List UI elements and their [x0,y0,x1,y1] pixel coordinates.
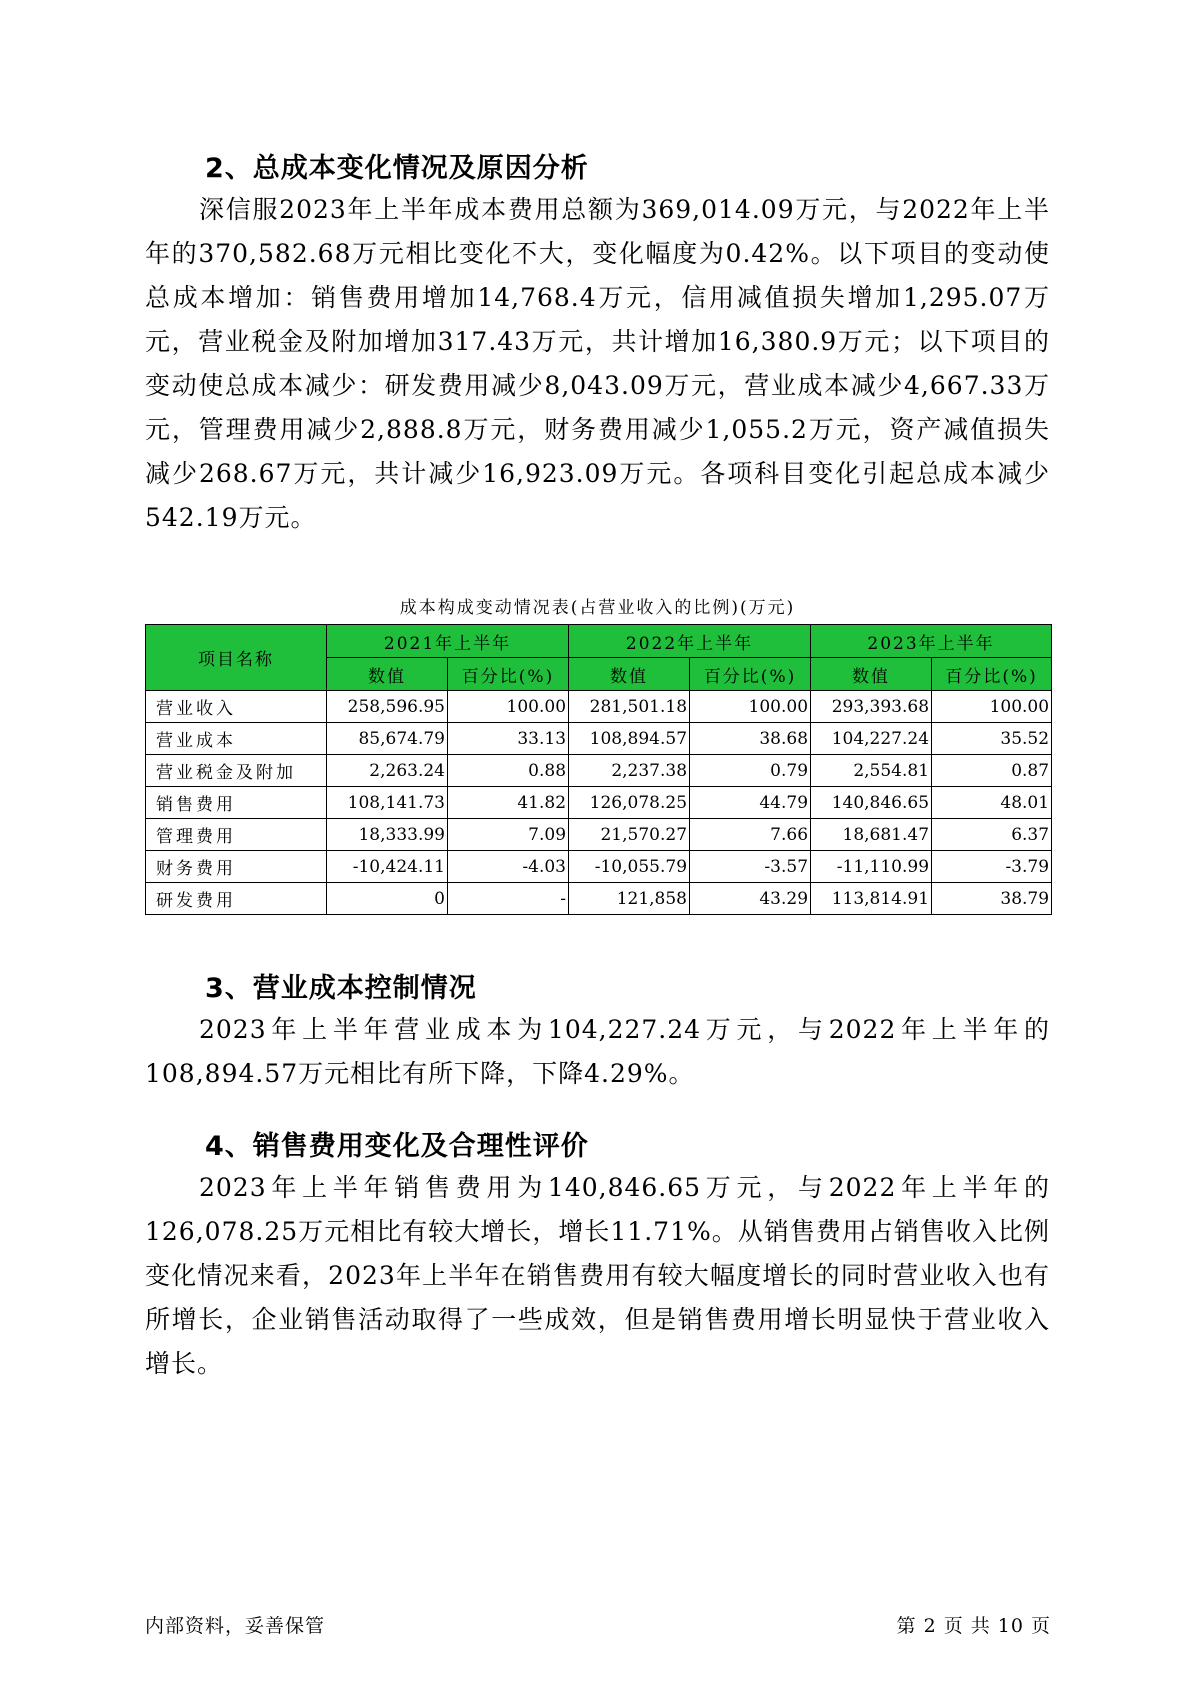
footer-confidential-note: 内部资料，妥善保管 [145,1615,326,1637]
cell-percent: -3.79 [932,851,1052,883]
cell-value: 21,570.27 [569,819,690,851]
cell-percent: 100.00 [448,691,569,723]
cell-value: 2,554.81 [811,755,932,787]
cell-value: 2,237.38 [569,755,690,787]
value-header: 数值 [811,658,932,691]
table-row [146,691,1052,723]
cell-percent: 100.00 [932,691,1052,723]
row-label: 营业成本 [146,723,327,755]
cell-value: 2,263.24 [327,755,448,787]
cell-value: 281,501.18 [569,691,690,723]
cell-percent: 44.79 [690,787,811,819]
cell-value: -10,055.79 [569,851,690,883]
cost-structure-table [145,624,1052,915]
cell-percent: 38.68 [690,723,811,755]
section-4-paragraph: 2023年上半年销售费用为140,846.65万元，与2022年上半年的126,078.25万元相比有较大增长，增长11.71%。从销售费用占销售收入比例变化情况来看，2023年上半年在销售费用有较大幅度增长的同时营业收入也有所增长，企业销售活动取得了一些成效，但是销售费用增长明显快于营业收入增长。 [145,1173,1050,1378]
cell-value: 126,078.25 [569,787,690,819]
row-label: 管理费用 [146,819,327,851]
cell-value: 104,227.24 [811,723,932,755]
cell-percent: 7.09 [448,819,569,851]
cell-percent: 6.37 [932,819,1052,851]
cell-percent: 41.82 [448,787,569,819]
section-3-paragraph: 2023年上半年营业成本为104,227.24万元，与2022年上半年的108,894.57万元相比有所下降，下降4.29%。 [145,1015,1050,1088]
value-header: 数值 [569,658,690,691]
cell-value: 108,894.57 [569,723,690,755]
table-caption: 成本构成变动情况表(占营业收入的比例)(万元) [399,598,796,618]
cell-value: 108,141.73 [327,787,448,819]
section-3-heading: 3、营业成本控制情况 [205,973,477,1004]
table-row [146,787,1052,819]
percent-header: 百分比(%) [448,658,569,691]
cell-percent: 100.00 [690,691,811,723]
table-row [146,755,1052,787]
cell-percent: -4.03 [448,851,569,883]
cell-percent: 7.66 [690,819,811,851]
cell-value: 293,393.68 [811,691,932,723]
percent-header: 百分比(%) [690,658,811,691]
period-2022-header: 2022年上半年 [569,625,811,658]
row-label: 财务费用 [146,851,327,883]
cell-percent: 43.29 [690,883,811,915]
cell-value: 113,814.91 [811,883,932,915]
cell-value: 18,681.47 [811,819,932,851]
row-label: 营业收入 [146,691,327,723]
cell-percent: 0.79 [690,755,811,787]
cell-percent: 0.88 [448,755,569,787]
row-label: 销售费用 [146,787,327,819]
cell-value: 121,858 [569,883,690,915]
row-label: 营业税金及附加 [146,755,327,787]
cell-value: 18,333.99 [327,819,448,851]
cell-value: -11,110.99 [811,851,932,883]
period-2023-header: 2023年上半年 [811,625,1052,658]
cell-percent: - [448,883,569,915]
cell-value: 140,846.65 [811,787,932,819]
cell-percent: 38.79 [932,883,1052,915]
value-header: 数值 [327,658,448,691]
period-2021-header: 2021年上半年 [327,625,569,658]
table-row [146,819,1052,851]
table-row [146,851,1052,883]
table-row [146,883,1052,915]
cell-value: 258,596.95 [327,691,448,723]
cell-percent: 33.13 [448,723,569,755]
section-2-heading: 2、总成本变化情况及原因分析 [205,153,589,184]
cell-value: 85,674.79 [327,723,448,755]
section-2-paragraph: 深信服2023年上半年成本费用总额为369,014.09万元，与2022年上半年的370,582.68万元相比变化不大，变化幅度为0.42%。以下项目的变动使总成本增加：销售费用增加14,768.4万元，信用减值损失增加1,295.07万元，营业税金及附加增加317.43万元，共计增加16,380.9万元；以下项目的变动使总成本减少：研发费用减少8,043.09万元，营业成本减少4,667.33万元，管理费用减少2,888.8万元，财务费用减少1,055.2万元，资产减值损失减少268.67万元，共计减少16,923.09万元。各项科目变化引起总成本减少542.19万元。 [145,195,1050,532]
table-header-row-periods [146,625,1052,658]
cell-value: 0 [327,883,448,915]
row-label: 研发费用 [146,883,327,915]
item-name-header: 项目名称 [146,625,327,691]
section-4-heading: 4、销售费用变化及合理性评价 [205,1131,589,1162]
table-row [146,723,1052,755]
cell-percent: 48.01 [932,787,1052,819]
cell-value: -10,424.11 [327,851,448,883]
cell-percent: -3.57 [690,851,811,883]
footer-page-number: 第 2 页 共 10 页 [896,1615,1051,1637]
cell-percent: 0.87 [932,755,1052,787]
cell-percent: 35.52 [932,723,1052,755]
percent-header: 百分比(%) [932,658,1052,691]
